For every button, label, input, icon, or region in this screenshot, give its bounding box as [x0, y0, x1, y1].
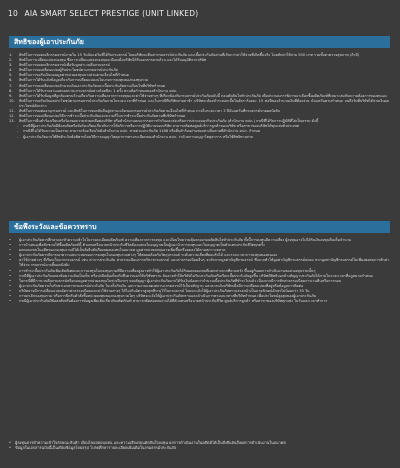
list-item-text: สิทธิในการขอเปลี่ยนแปลงวิธีการชำระเบี้ยประกันภัยและความถี่ในการชำระเบี้ยประกันภัยตามที่บริษัทกำหนด — [19, 114, 186, 119]
list-item-marker: 9. — [9, 93, 13, 98]
list-item-marker: 11. — [9, 109, 15, 114]
list-item-text: สิทธิในการขอเปลี่ยนแปลงจำนวนเงินเอาประกันภัยและเบี้ยประกันภัยตามเงื่อนไขที่บริษัทกำหนด — [19, 83, 166, 88]
section-header-cautions — [9, 221, 390, 233]
list-item-text: ในกรณีที่มีการเวนคืนกรมธรรม์หรือถอนมูลค่าหน่วยลงทุนในช่วงปีแรกๆ ของสัญญา ผู้เอาประกันภัยอาจได้รับเงินน้อยกว่าจำนวนเบี้ยประกันภัยที่ชำระไปแล้ว เนื่องจากมีการหักค่าธรรมเนียมการเวนคืนหรือการถอน — [19, 278, 342, 283]
list-item-text: สิทธิในการขอยกเลิกกรมธรรม์ภายใน 15 วันนับแต่วันที่ได้รับกรมธรรม์ โดยบริษัทจะคืนค่ากรมธรรม์ประกันภัย และเบี้ยประกันภัยส่วนที่เกินกว่าค่าใช้จ่ายที่เกิดขึ้นจริง โดยหักค่าใช้จ่าย 500 บาท รวมทั้งค่าตรวจสุขภาพ (ถ้ามี) — [19, 53, 360, 57]
rights-list — [9, 53, 389, 140]
rights-list-item — [9, 135, 389, 140]
list-item-marker: 10. — [9, 98, 15, 103]
list-item-text: ผู้เอาประกันภัยควรเก็บรักษาเอกสารกรมธรรม์ประกันภัย ใบเสร็จรับเงิน และรายงานแสดงสถานะกรมธรรม์ไว้เป็นหลักฐาน และควรแจ้งบริษัทเมื่อมีการเปลี่ยนแปลงที่อยู่หรือข้อมูลการติดต่อ — [19, 283, 304, 288]
list-item-marker: • — [9, 243, 12, 248]
list-item-marker: 6. — [9, 78, 13, 83]
list-item-text: สิทธิในการขอต่ออายุกรมธรรม์ และสิทธิในการขอกลับคืนสู่สถานะเดิมของกรมธรรม์ประกันภัยตามเงื่อนไขที่กำหนด ภายในระยะเวลา 3 ปีนับแต่วันที่กรมธรรม์ขาดผลบังคับ — [19, 109, 280, 114]
section-title-cautions: ข้อพึงระวังและข้อควรทราบ — [14, 223, 97, 231]
footnote — [9, 445, 389, 450]
cautions-list-item — [9, 258, 389, 268]
list-item-marker: • — [9, 248, 12, 253]
list-item-text: ผู้เอาประกันภัยควรพิจารณาความเหมาะสมของการลงทุนในกองทุนรวมต่างๆ ให้สอดคล้องกับวัตถุประสงค์ ระดับความเสี่ยงที่ยอมรับได้ และระยะเวลาการลงทุนของตนเอง — [19, 253, 278, 258]
list-item-text: สิทธิในการขอรับเงินผลประโยชน์ตามกรมธรรม์ประกันภัยภายในระยะเวลาที่กำหนด และในกรณีที่บริษัทจ่ายล่าช้า บริษัทจะต้องชำระดอกเบี้ยในอัตราร้อยละ 15 ต่อปีของจำนวนเงินที่ต้องจ่าย นับแต่วันครบกำหนด จนถึงวันที่บริษัทได้จ่ายเงินผลประโยชน์ดังกล่าว — [19, 98, 389, 108]
list-item-marker: 13. — [9, 119, 15, 124]
list-item-text: สิทธิในการเปลี่ยนแปลงกองทุน ซึ่งการเปลี่ยนแปลงกองทุนจะมีผลเมื่อบริษัทได้รับเอกสารครบถ้วน และได้รับอนุมัติจากบริษัท — [19, 58, 207, 63]
list-item-marker: • — [9, 299, 12, 304]
list-item-marker: 12. — [9, 114, 15, 119]
list-item-text: กรณีที่ไม่ได้รับความเป็นธรรม สามารถร้องเรียนไปยังสำนักงาน คปภ. สายด่วนประกันภัย 1186 หรือยื่นคำร้องผ่านช่องทางอื่นตามที่สำนักงาน คปภ. กำหนด — [23, 129, 261, 134]
list-item-marker: • — [9, 288, 12, 293]
list-item-marker: 4. — [9, 68, 13, 73]
list-item-text: บริษัทอาจมีการเปลี่ยนแปลงอัตราค่าธรรมเนียมและค่าใช้จ่ายต่างๆ ได้ไม่เกินอัตราสูงสุดที่ระบุไว้ในกรมธรรม์ โดยจะแจ้งให้ผู้เอาประกันภัยทราบล่วงหน้าเป็นลายลักษณ์อักษรไม่น้อยกว่า 30 วัน — [19, 288, 310, 293]
list-item-text: กรณีผู้เอาประกันภัยมีข้อสงสัยหรือต้องการข้อมูลเพิ่มเติมเกี่ยวกับผลิตภัณฑ์ สามารถติดต่อสอบถามได้ที่ตัวแทนหรือนายหน้าประกันชีวิต ศูนย์บริการลูกค้า หรือสาขาของบริษัททุกแห่ง ในวันและเวลาทำการ — [19, 299, 328, 304]
rights-list-item — [9, 99, 389, 109]
list-item-text: สิทธิในการขอเปลี่ยนแปลงผู้รับประโยชน์ตามกรมธรรม์ประกันภัย — [19, 68, 118, 73]
list-item-text: สิทธิในการขอรับเงินถอนมูลค่าหน่วยลงทุนบางส่วนตามเงื่อนไขที่กำหนด — [19, 73, 129, 78]
footnote-marker: * — [9, 445, 11, 451]
list-item-marker: • — [9, 238, 12, 242]
list-item-marker: • — [9, 283, 12, 288]
list-item-marker: - — [17, 134, 19, 139]
footnotes — [9, 440, 389, 451]
page-number: 10 — [8, 9, 18, 18]
list-item-marker: 2. — [9, 58, 13, 63]
list-item-marker: 3. — [9, 63, 13, 68]
section-header-rights — [9, 36, 390, 48]
list-item-marker: • — [9, 258, 12, 263]
cautions-list-item — [9, 299, 389, 304]
list-item-marker: - — [17, 124, 19, 129]
list-item-marker: • — [9, 278, 12, 283]
list-item-marker: - — [17, 129, 19, 134]
cautions-list — [9, 238, 389, 304]
list-item-text: ผลตอบแทนในอดีตของกองทุนรวมมิได้เป็นสิ่งยืนยันถึงผลตอบแทนในอนาคต มูลค่าหน่วยลงทุนอาจเพิ่มขึ้นหรือลดลงได้ตามสภาวะตลาด — [19, 248, 226, 253]
list-item-marker: 7. — [9, 83, 13, 88]
list-item-text: สิทธิในการได้รับแจ้งข้อมูลเกี่ยวกับการเปลี่ยนแปลงนโยบายการลงทุนของกองทุนรวม — [19, 78, 149, 83]
list-item-text: สิทธิในการได้รับข้อมูลที่ถูกต้องครบถ้วนเกี่ยวกับความเสี่ยงจากการลงทุนและค่าใช้จ่ายต่างๆ ที่เกี่ยวข้องกับกรมธรรม์ประกันภัยฉบับนี้ ก่อนตัดสินใจทำประกันภัย เพื่อประกอบการพิจารณาเลือกซื้อผลิตภัณฑ์ที่เหมาะสมกับความต้องการของตนเอง — [19, 93, 387, 98]
list-item-text: สิทธิในการขอยกเลิกกรมธรรม์เพื่อรับมูลค่าเวนคืนกรมธรรม์ — [19, 63, 110, 68]
list-item-text: ผู้เอาประกันภัยอาจใช้สิทธิระงับข้อพิพาทโดยวิธีการอนุญาโตตุลาการตามระเบียบของสำนักงาน คปภ. ว่าด้วยการอนุญาโตตุลาการ หรือใช้สิทธิทางศาล — [23, 134, 253, 139]
list-item-text: สิทธิในการยื่นคำร้องเรียนหรือร้องขอความช่วยเหลือต่อบริษัท หรือสำนักงานคณะกรรมการกำกับและส่งเสริมการประกอบธุรกิจประกันภัย (สำนักงาน คปภ.) กรณีที่ได้รับการปฏิบัติที่ไม่เป็นธรรม ดังนี้ — [19, 119, 319, 124]
list-item-marker: • — [9, 294, 12, 299]
list-item-marker: • — [9, 273, 12, 278]
document-title: AIA SMART SELECT PRESTIGE (UNIT LINKED) — [24, 9, 199, 18]
list-item-text: การนำเสนอเพื่อชักชวนให้ซื้อผลิตภัณฑ์นี้ ตัวแทนหรือนายหน้าประกันชีวิตต้องแสดงใบอนุญาตเป็นผู้แนะนำการลงทุนและใบอนุญาตเป็นตัวแทนประกันชีวิตทุกครั้ง — [19, 243, 265, 248]
list-item-marker: 8. — [9, 88, 13, 93]
list-item-text: กรณีที่ผู้เอาประกันภัยมีข้อสงสัยหรือข้อร้องเรียนเกี่ยวกับการให้บริการหรือการปฏิบัติงานของบริษัท สามารถติดต่อศูนย์บริการลูกค้าของบริษัท หรือสาขาของบริษัทได้ทุกแห่งทั่วประเทศ — [23, 124, 299, 129]
list-item-marker: 5. — [9, 73, 13, 78]
list-item-text: ค่าใช้จ่ายต่างๆ ที่เรียกเก็บจากกรมธรรม์ เช่น ค่าการประกันภัย ค่าธรรมเนียมการบริหารกรมธรรม์ และค่าธรรมเนียมอื่นๆ จะหักจากมูลค่าบัญชีกรมธรรม์ ซึ่งอาจทำให้มูลค่าบัญชีกรมธรรม์ลดลง หากมูลค่าบัญชีกรมธรรม์ไม่เพียงพอต่อการหักค่าใช้จ่าย กรมธรรม์อาจสิ้นผลบังคับ — [19, 258, 389, 268]
footnote-text: ผู้ลงทุนควรทำความเข้าใจลักษณะสินค้า เงื่อนไขผลตอบแทน และความเสี่ยงก่อนตัดสินใจลงทุน ผลการดำเนินงานในอดีตมิได้เป็นสิ่งยืนยันถึงผลการดำเนินงานในอนาคต — [15, 440, 286, 445]
list-item-text: กรณีที่ผู้เอาประกันภัยแถลงข้อความอันเป็นเท็จ หรือปกปิดข้อเท็จจริงซึ่งควรบอกให้บริษัททราบ อันอาจทำให้บริษัทไม่รับประกันภัยหรือเรียกเบี้ยประกันภัยสูงขึ้น บริษัทมีสิทธิบอกล้างสัญญาประกันภัยได้ภายในระยะเวลาที่กฎหมายกำหนด — [19, 273, 373, 278]
list-item-marker: • — [9, 253, 12, 258]
footnote-text: ข้อมูลในเอกสารฉบับนี้เป็นเพียงข้อมูลโดยสรุป โปรดศึกษารายละเอียดเพิ่มเติมในกรมธรรม์ประกันภัย — [15, 445, 177, 451]
section-title-rights: สิทธิของผู้เอาประกันภัย — [14, 38, 84, 46]
page-header — [8, 9, 198, 18]
list-item-marker: • — [9, 268, 12, 273]
list-item-text: การยกเลิกกองทุนรวม หรือการปิดรับคำสั่งซื้อหน่วยลงทุนของกองทุนรวมใดๆ บริษัทจะแจ้งให้ผู้เอาประกันภัยทราบและดำเนินการตามแนวทางที่บริษัทกำหนด เพื่อประโยชน์สูงสุดของผู้เอาประกันภัย — [19, 294, 316, 299]
list-item-marker: 1. — [9, 53, 13, 57]
list-item-text: ผู้เอาประกันภัยควรศึกษาและทำความเข้าใจในรายละเอียดผลิตภัณฑ์ ความเสี่ยงจากการลงทุน และเงื่อนไขความคุ้มครองก่อนตัดสินใจทำประกันภัย ทั้งนี้การลงทุนมีความเสี่ยง ผู้ลงทุนอาจไม่ได้รับเงินลงทุนคืนเต็มจำนวน — [19, 238, 352, 242]
footnote-marker: * — [9, 440, 11, 445]
list-item-text: การชำระเบี้ยประกันภัยเพิ่มเติมพิเศษและการลงทุนในกองทุนรวมที่มีความเสี่ยงสูงอาจทำให้ผู้เอาประกันภัยได้รับผลตอบแทนที่แตกต่างจากที่คาดหวัง ขึ้นอยู่กับผลการดำเนินงานของกองทุนรวมนั้นๆ — [19, 268, 316, 273]
list-item-text: สิทธิในการได้รับรายงานแสดงสถานะกรมธรรม์อย่างน้อยปีละ 1 ครั้ง ตามข้อกำหนดของสำนักงาน คปภ. — [19, 88, 178, 93]
